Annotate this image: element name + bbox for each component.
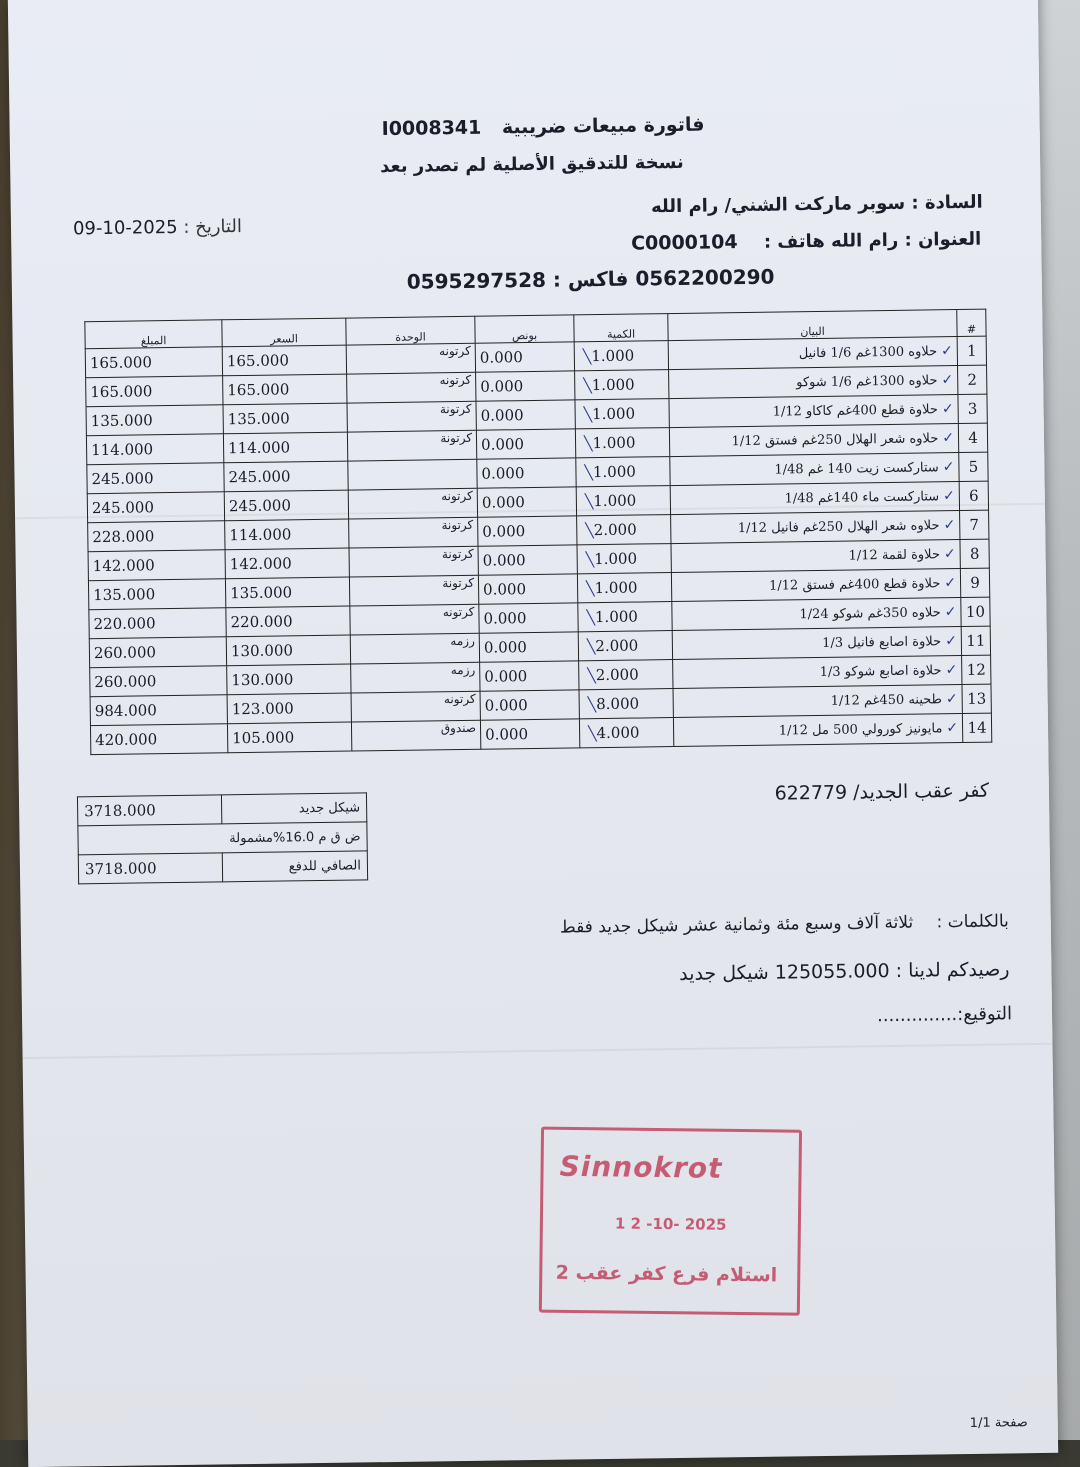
vat-row	[78, 822, 367, 855]
pen-check-icon: ✓	[943, 546, 956, 563]
row-amount: 245.000	[87, 492, 224, 523]
row-price: 165.000	[222, 345, 346, 376]
row-amount: 135.000	[88, 579, 225, 610]
pen-check-icon: ╲	[586, 639, 596, 656]
stamp-branch: استلام فرع كفر عقب 2	[555, 1261, 778, 1287]
phone-label: هاتف :	[763, 230, 825, 253]
header-quantity: الكمية	[574, 314, 668, 342]
row-amount: 260.000	[89, 637, 226, 668]
stamp-date: 1 2 -10- 2025	[614, 1214, 727, 1234]
pen-check-icon: ✓	[946, 720, 959, 737]
row-price: 220.000	[226, 606, 350, 637]
row-quantity: 1.000╲	[576, 486, 670, 516]
row-price: 135.000	[225, 577, 349, 608]
row-price: 105.000	[227, 722, 351, 753]
net-value: 3718.000	[78, 853, 222, 884]
row-index: 12	[962, 655, 991, 684]
row-description: ✓حلاوه 350غم شوكو 1/24	[672, 598, 961, 631]
row-quantity: 1.000╲	[575, 428, 669, 458]
row-price: 135.000	[223, 403, 347, 434]
row-index: 3	[958, 394, 987, 423]
pen-check-icon: ╲	[587, 697, 597, 714]
subtotal-label: شيكل جديد	[221, 793, 366, 824]
row-amount: 135.000	[86, 405, 223, 436]
row-quantity: 2.000╲	[577, 515, 671, 545]
branch-line: كفر عقب الجديد/ 622779	[774, 779, 990, 805]
row-quantity: 1.000╲	[576, 457, 670, 487]
pen-check-icon: ╲	[584, 465, 594, 482]
balance-currency: شيكل جديد	[679, 961, 769, 985]
row-bonus: 0.000	[480, 661, 579, 691]
pen-check-icon: ✓	[941, 372, 954, 389]
row-quantity: 8.000╲	[579, 689, 673, 719]
row-unit: كرتونة	[349, 546, 478, 577]
pen-check-icon: ╲	[585, 523, 594, 540]
header-bonus: بونص	[475, 315, 574, 343]
row-index: 10	[961, 597, 990, 626]
address-value: رام الله	[830, 229, 899, 252]
pen-check-icon: ✓	[945, 633, 957, 650]
pen-check-icon: ✓	[945, 691, 958, 708]
subtotal-row	[77, 793, 366, 826]
row-price: 114.000	[225, 519, 349, 550]
row-amount: 114.000	[86, 434, 223, 465]
row-index: 9	[960, 568, 989, 597]
header-price: السعر	[222, 318, 346, 347]
fax-value: 0595297528	[406, 267, 547, 294]
row-index: 2	[958, 365, 987, 394]
pen-check-icon: ✓	[940, 343, 953, 360]
address-label: العنوان :	[904, 228, 982, 251]
row-price: 245.000	[224, 490, 348, 521]
row-quantity: 1.000╲	[575, 370, 669, 400]
address-line	[631, 228, 981, 255]
amount-words-label: بالكلمات :	[936, 911, 1009, 933]
amount-in-words	[560, 911, 1009, 937]
row-description: ✓ستاركست ماء 140غم 1/48	[670, 482, 959, 515]
row-bonus: 0.000	[479, 632, 578, 662]
amount-words-text: ثلاثة آلاف وسبع مئة وثمانية عشر شيكل جديد فقط	[559, 912, 914, 938]
header-description: البيان	[668, 310, 957, 341]
row-description: ✓طحينه 450غم 1/12	[673, 685, 962, 718]
customer-label: السادة :	[911, 191, 983, 214]
row-bonus: 0.000	[476, 429, 575, 459]
row-quantity: 4.000╲	[579, 718, 673, 748]
balance-value: 125055.000	[774, 960, 890, 984]
row-index: 4	[958, 423, 987, 452]
totals-table	[77, 792, 368, 884]
pen-check-icon: ╲	[582, 349, 592, 366]
pen-check-icon: ✓	[945, 662, 958, 679]
received-stamp	[539, 1127, 802, 1316]
row-price: 165.000	[223, 374, 347, 405]
row-price: 130.000	[226, 635, 350, 666]
pen-check-icon: ✓	[942, 459, 955, 476]
row-unit: كرتونة	[347, 430, 476, 461]
row-quantity: 2.000╲	[579, 660, 673, 690]
row-unit: رزمه	[350, 633, 479, 664]
row-unit: صندوق	[351, 720, 480, 751]
row-amount: 420.000	[90, 724, 227, 755]
net-label: الصافي للدفع	[222, 851, 367, 882]
customer-name: سوبر ماركت الشني/ رام الله	[650, 192, 906, 218]
row-index: 13	[962, 684, 991, 713]
pen-check-icon: ╲	[587, 668, 596, 685]
header-index: #	[957, 309, 986, 336]
row-description: ✓حلاوة لقمة 1/12	[671, 540, 960, 573]
row-bonus: 0.000	[478, 545, 577, 575]
paper-fold	[23, 1043, 1053, 1059]
pen-check-icon: ╲	[583, 436, 593, 453]
row-amount: 165.000	[85, 347, 222, 378]
row-price: 130.000	[227, 664, 351, 695]
row-unit: كرتونة	[349, 517, 478, 548]
pen-check-icon: ╲	[586, 610, 596, 627]
phone-value: 0562200290	[635, 264, 775, 291]
pen-check-icon: ╲	[583, 378, 592, 395]
row-amount: 165.000	[86, 376, 223, 407]
items-table	[84, 309, 992, 756]
date-label: التاريخ :	[183, 216, 243, 238]
row-amount: 220.000	[89, 608, 226, 639]
row-quantity: 1.000╲	[578, 602, 672, 632]
customer-code: C0000104	[630, 231, 738, 255]
fax-label: فاكس :	[552, 266, 629, 292]
row-description: ✓حلاوة اصابع فانيل 1/3	[672, 627, 961, 660]
row-description: ✓حلاوة قطع 400غم فستق 1/12	[671, 569, 960, 602]
pen-check-icon: ✓	[941, 401, 954, 418]
header-amount: المبلغ	[85, 320, 222, 349]
row-bonus: 0.000	[478, 574, 577, 604]
row-quantity: 1.000╲	[574, 341, 668, 371]
row-index: 8	[960, 539, 989, 568]
row-index: 11	[961, 626, 990, 655]
row-bonus: 0.000	[480, 690, 579, 720]
row-quantity: 2.000╲	[578, 631, 672, 661]
pen-check-icon: ╲	[585, 552, 595, 569]
invoice-title	[382, 114, 705, 141]
pen-check-icon: ✓	[943, 517, 956, 534]
invoice-title-text: فاتورة مبيعات ضريبية	[501, 113, 705, 139]
row-bonus: 0.000	[476, 400, 575, 430]
row-unit: كرتونه	[348, 488, 477, 519]
row-amount: 228.000	[88, 521, 225, 552]
pen-check-icon: ✓	[944, 575, 957, 592]
row-price: 123.000	[227, 693, 351, 724]
pen-check-icon: ✓	[944, 604, 957, 621]
row-bonus: 0.000	[478, 516, 577, 546]
row-amount: 245.000	[87, 463, 224, 494]
pen-check-icon: ✓	[943, 488, 955, 505]
row-index: 14	[962, 713, 991, 742]
row-amount: 260.000	[90, 666, 227, 697]
header-unit: الوحدة	[346, 316, 475, 345]
row-description: ✓حلاوه شعر الهلال 250غم فانيل 1/12	[671, 511, 960, 544]
pen-check-icon: ╲	[584, 494, 594, 511]
row-quantity: 1.000╲	[577, 544, 671, 574]
row-unit: كرتونه	[347, 372, 476, 403]
vat-cell	[78, 822, 367, 855]
pen-check-icon: ╲	[588, 726, 597, 743]
row-quantity: 1.000╲	[577, 573, 671, 603]
date-line	[73, 216, 242, 239]
page-number: صفحة 1/1	[969, 1415, 1028, 1431]
row-amount: 984.000	[90, 695, 227, 726]
row-unit: كرتونه	[351, 691, 480, 722]
row-unit: كرتونة	[347, 401, 476, 432]
row-description: ✓مايونيز كورولي 500 مل 1/12	[673, 714, 962, 747]
row-quantity: 1.000╲	[575, 399, 669, 429]
row-index: 5	[959, 452, 988, 481]
pen-check-icon: ╲	[583, 407, 593, 424]
row-index: 1	[957, 336, 986, 365]
row-description: ✓ستاركست زيت 140 غم 1/48	[670, 453, 959, 486]
row-unit: كرتونه	[350, 604, 479, 635]
invoice-date: 2025-10-09	[72, 216, 178, 240]
contact-line	[407, 265, 775, 294]
net-row	[78, 851, 367, 884]
row-unit: رزمه	[351, 662, 480, 693]
vat-rate: 16.0%	[272, 829, 315, 846]
row-index: 7	[960, 510, 989, 539]
signature-line: التوقيع:..............	[876, 1003, 1013, 1027]
row-unit: كرتونه	[346, 343, 475, 374]
stamp-company-name: Sinnokrot	[559, 1149, 723, 1185]
vat-label: مشمولة	[229, 830, 274, 846]
row-unit	[348, 459, 477, 490]
row-bonus: 0.000	[476, 371, 575, 401]
row-index: 6	[959, 481, 988, 510]
pen-check-icon: ✓	[942, 430, 955, 447]
balance-label: رصيدكم لدينا :	[895, 958, 1010, 982]
invoice-subtitle: نسخة للتدقيق الأصلية لم تصدر بعد	[380, 151, 684, 178]
balance-line	[679, 958, 1010, 985]
row-description: ✓حلاوه 1300غم 1/6 فانيل	[668, 337, 957, 370]
row-amount: 142.000	[88, 550, 225, 581]
vat-prefix: ض ق م	[318, 828, 361, 845]
invoice-paper	[8, 0, 1058, 1467]
row-description: ✓حلاوه شعر الهلال 250غم فستق 1/12	[669, 424, 958, 457]
row-bonus: 0.000	[479, 603, 578, 633]
invoice-number: I0008341	[381, 116, 482, 141]
customer-line	[651, 192, 983, 218]
row-bonus: 0.000	[480, 719, 579, 749]
row-description: ✓حلاوه 1300غم 1/6 شوكو	[669, 366, 958, 399]
row-price: 142.000	[225, 548, 349, 579]
row-unit: كرتونة	[349, 575, 478, 606]
row-price: 245.000	[224, 461, 348, 492]
row-bonus: 0.000	[477, 458, 576, 488]
row-price: 114.000	[223, 432, 347, 463]
row-bonus: 0.000	[477, 487, 576, 517]
subtotal-value: 3718.000	[77, 795, 221, 826]
row-description: ✓حلاوة اصابع شوكو 1/3	[673, 656, 962, 689]
pen-check-icon: ╲	[585, 581, 595, 598]
row-bonus: 0.000	[475, 342, 574, 372]
row-description: ✓حلاوة قطع 400غم كاكاو 1/12	[669, 395, 958, 428]
